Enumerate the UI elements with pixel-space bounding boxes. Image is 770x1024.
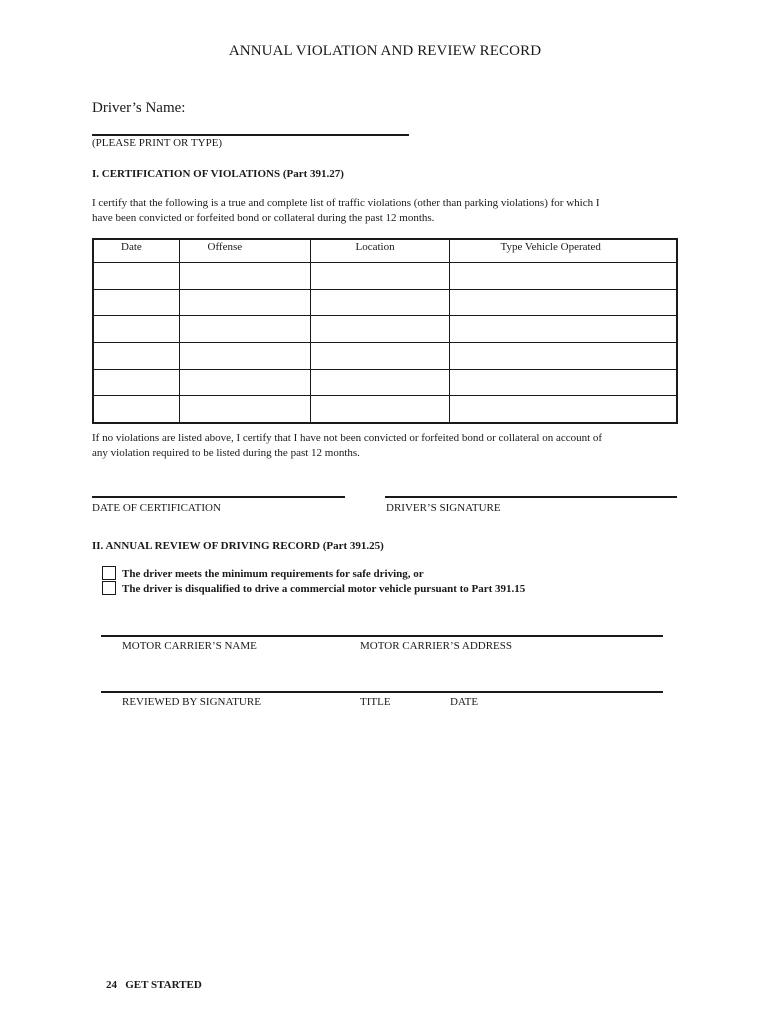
section2-heading: II. ANNUAL REVIEW OF DRIVING RECORD (Part 391.25) xyxy=(92,540,384,552)
date-cell[interactable] xyxy=(93,289,179,316)
section1-intro-line2: have been convicted or forfeited bond or collateral during the past 12 months. xyxy=(92,212,435,224)
location-cell[interactable] xyxy=(310,396,449,423)
location-cell[interactable] xyxy=(310,369,449,396)
offense-cell[interactable] xyxy=(179,396,310,423)
offense-cell[interactable] xyxy=(179,263,310,290)
review-line[interactable] xyxy=(101,691,663,693)
page-title: ANNUAL VIOLATION AND REVIEW RECORD xyxy=(228,43,542,59)
section1-intro-line1: I certify that the following is a true and complete list of traffic violations (other than parking violations) for which I xyxy=(92,197,600,209)
table-row xyxy=(93,342,677,369)
location-cell[interactable] xyxy=(310,342,449,369)
table-row xyxy=(93,289,677,316)
section1-heading: I. CERTIFICATION OF VIOLATIONS (Part 391.27) xyxy=(92,168,344,180)
offense-cell[interactable] xyxy=(179,289,310,316)
date-cell[interactable] xyxy=(93,316,179,343)
offense-cell[interactable] xyxy=(179,342,310,369)
location-cell[interactable] xyxy=(310,263,449,290)
meets-requirements-checkbox[interactable] xyxy=(102,566,116,580)
title-label: TITLE xyxy=(360,696,391,708)
offense-cell[interactable] xyxy=(179,369,310,396)
table-row xyxy=(93,369,677,396)
drivers-name-label: Driver’s Name: xyxy=(92,100,186,116)
offense-cell[interactable] xyxy=(179,316,310,343)
print-note: (PLEASE PRINT OR TYPE) xyxy=(92,137,223,149)
location-cell[interactable] xyxy=(310,289,449,316)
vehicle-cell[interactable] xyxy=(449,289,677,316)
location-cell[interactable] xyxy=(310,316,449,343)
carrier-line[interactable] xyxy=(101,635,663,637)
col-header-type-vehicle: Type Vehicle Operated xyxy=(449,239,677,263)
disqualified-checkbox[interactable] xyxy=(102,581,116,595)
col-header-location: Location xyxy=(310,239,449,263)
vehicle-cell[interactable] xyxy=(449,396,677,423)
meets-requirements-label: The driver meets the minimum requirements for safe driving, or xyxy=(122,568,424,580)
vehicle-cell[interactable] xyxy=(449,316,677,343)
drivers-signature-label: DRIVER’S SIGNATURE xyxy=(386,502,501,514)
disqualified-label: The driver is disqualified to drive a commercial motor vehicle pursuant to Part 391.15 xyxy=(122,583,526,595)
date-of-certification-label: DATE OF CERTIFICATION xyxy=(92,502,221,514)
vehicle-cell[interactable] xyxy=(449,369,677,396)
date-label: DATE xyxy=(450,696,479,708)
date-cell[interactable] xyxy=(93,369,179,396)
drivers-name-line[interactable] xyxy=(92,134,409,136)
page-footer: 24 GET STARTED xyxy=(106,979,202,991)
table-row xyxy=(93,396,677,423)
vehicle-cell[interactable] xyxy=(449,342,677,369)
date-cell[interactable] xyxy=(93,342,179,369)
no-violations-line1: If no violations are listed above, I certify that I have not been convicted or forfeited bond or collateral on account of xyxy=(92,432,603,444)
date-of-certification-line[interactable] xyxy=(92,496,345,498)
date-cell[interactable] xyxy=(93,396,179,423)
vehicle-cell[interactable] xyxy=(449,263,677,290)
drivers-signature-line[interactable] xyxy=(385,496,677,498)
col-header-offense: Offense xyxy=(179,239,310,263)
date-cell[interactable] xyxy=(93,263,179,290)
no-violations-line2: any violation required to be listed during the past 12 months. xyxy=(92,447,360,459)
motor-carrier-address-label: MOTOR CARRIER’S ADDRESS xyxy=(360,640,512,652)
table-row xyxy=(93,263,677,290)
violations-table xyxy=(92,238,678,424)
motor-carrier-name-label: MOTOR CARRIER’S NAME xyxy=(122,640,257,652)
reviewed-by-signature-label: REVIEWED BY SIGNATURE xyxy=(122,696,261,708)
col-header-date: Date xyxy=(93,239,179,263)
table-row xyxy=(93,316,677,343)
